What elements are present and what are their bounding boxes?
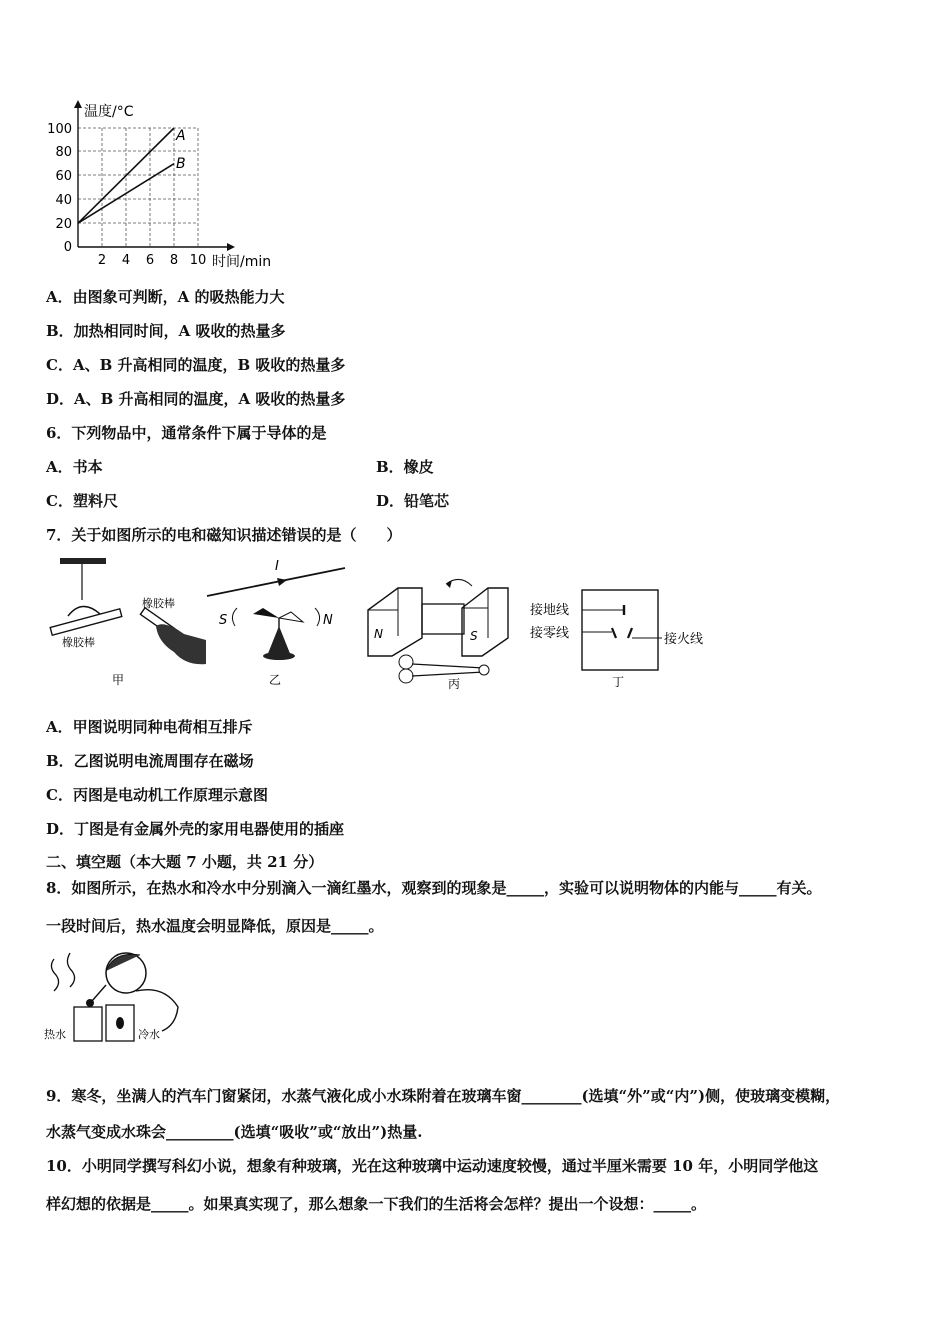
fig-yi-label: 乙 bbox=[269, 673, 282, 687]
fig-jia-label: 甲 bbox=[112, 673, 125, 687]
figure-bing-motor bbox=[364, 572, 514, 694]
live-wire-label: 接火线 bbox=[664, 632, 704, 647]
y-axis-label: 温度/°C bbox=[84, 104, 134, 120]
q8-line-1: 8．如图所示，在热水和冷水中分别滴入一滴红墨水，观察到的现象是_____，实验可以说明物体的内能与_____有关。 bbox=[46, 879, 822, 897]
q10-line-2: 样幻想的依据是_____。如果真实现了，那么想象一下我们的生活将会怎样？提出一个设想：_____。 bbox=[46, 1195, 707, 1213]
cold-water-label: 冷水 bbox=[138, 1028, 160, 1041]
x-tick-10: 10 bbox=[189, 253, 207, 268]
temperature-time-graph bbox=[40, 98, 290, 273]
x-tick-6: 6 bbox=[145, 253, 155, 268]
x-tick-4: 4 bbox=[121, 253, 131, 268]
y-tick-0: 0 bbox=[63, 240, 72, 255]
y-tick-80: 80 bbox=[55, 145, 72, 160]
y-tick-60: 60 bbox=[55, 169, 72, 184]
x-tick-8: 8 bbox=[169, 253, 179, 268]
q7-option-b: B．乙图说明电流周围存在磁场 bbox=[46, 752, 254, 770]
q6-option-d: D．铅笔芯 bbox=[376, 492, 450, 510]
q5-option-a: A．由图象可判断，A 的吸热能力大 bbox=[46, 288, 285, 306]
q7-option-c: C．丙图是电动机工作原理示意图 bbox=[46, 786, 268, 804]
s-pole-label: S bbox=[219, 613, 228, 628]
q5-option-c: C．A、B 升高相同的温度，B 吸收的热量多 bbox=[46, 356, 346, 374]
q6-option-c: C．塑料尺 bbox=[46, 492, 118, 510]
q7-option-d: D．丁图是有金属外壳的家用电器使用的插座 bbox=[46, 820, 345, 838]
q9-line-1: 9．寒冬，坐满人的汽车门窗紧闭，水蒸气液化成小水珠附着在玻璃车窗________(选填“外”或“内”)侧，使玻璃变模糊， bbox=[46, 1087, 841, 1105]
y-tick-40: 40 bbox=[55, 193, 72, 208]
y-tick-100: 100 bbox=[47, 122, 72, 137]
q9-line-2: 水蒸气变成水珠会_________(选填“吸收”或“放出”)热量. bbox=[46, 1123, 423, 1141]
n-pole-label: N bbox=[323, 613, 333, 628]
x-tick-2: 2 bbox=[97, 253, 107, 268]
fig-bing-label: 丙 bbox=[448, 677, 461, 691]
motor-s-label: S bbox=[470, 629, 478, 643]
q8-line-2: 一段时间后，热水温度会明显降低，原因是_____。 bbox=[46, 917, 384, 935]
q6-stem: 6．下列物品中，通常条件下属于导体的是 bbox=[46, 424, 327, 442]
figure-q8-hot-cold-water bbox=[44, 945, 194, 1050]
figure-jia-rubber-rods bbox=[46, 556, 208, 691]
section-heading: 二、填空题（本大题 7 小题，共 21 分） bbox=[46, 853, 324, 871]
hot-water-label: 热水 bbox=[44, 1028, 66, 1041]
ground-wire-label: 接地线 bbox=[530, 603, 570, 618]
line-a-label: A bbox=[176, 128, 186, 144]
figure-ding-socket bbox=[528, 586, 718, 692]
current-label: I bbox=[275, 559, 279, 574]
rod-label-1: 橡胶棒 bbox=[142, 597, 175, 610]
rod-label-2: 橡胶棒 bbox=[62, 636, 95, 649]
q7-stem: 7．关于如图所示的电和磁知识描述错误的是（ ） bbox=[46, 526, 402, 544]
fig-ding-label: 丁 bbox=[612, 675, 625, 689]
q6-option-b: B．橡皮 bbox=[376, 458, 434, 476]
q6-option-a: A．书本 bbox=[46, 458, 103, 476]
neutral-wire-label: 接零线 bbox=[530, 626, 570, 641]
x-axis-label: 时间/min bbox=[212, 254, 272, 270]
q5-option-b: B．加热相同时间，A 吸收的热量多 bbox=[46, 322, 286, 340]
q7-option-a: A．甲图说明同种电荷相互排斥 bbox=[46, 718, 253, 736]
motor-n-label: N bbox=[374, 627, 383, 641]
y-tick-20: 20 bbox=[55, 217, 72, 232]
q10-line-1: 10．小明同学撰写科幻小说，想象有种玻璃，光在这种玻璃中运动速度较慢，通过半厘米需要 10 年，小明同学他这 bbox=[46, 1157, 819, 1175]
q5-option-d: D．A、B 升高相同的温度，A 吸收的热量多 bbox=[46, 390, 346, 408]
line-b-label: B bbox=[176, 156, 186, 172]
figure-yi-compass-wire bbox=[205, 556, 350, 691]
